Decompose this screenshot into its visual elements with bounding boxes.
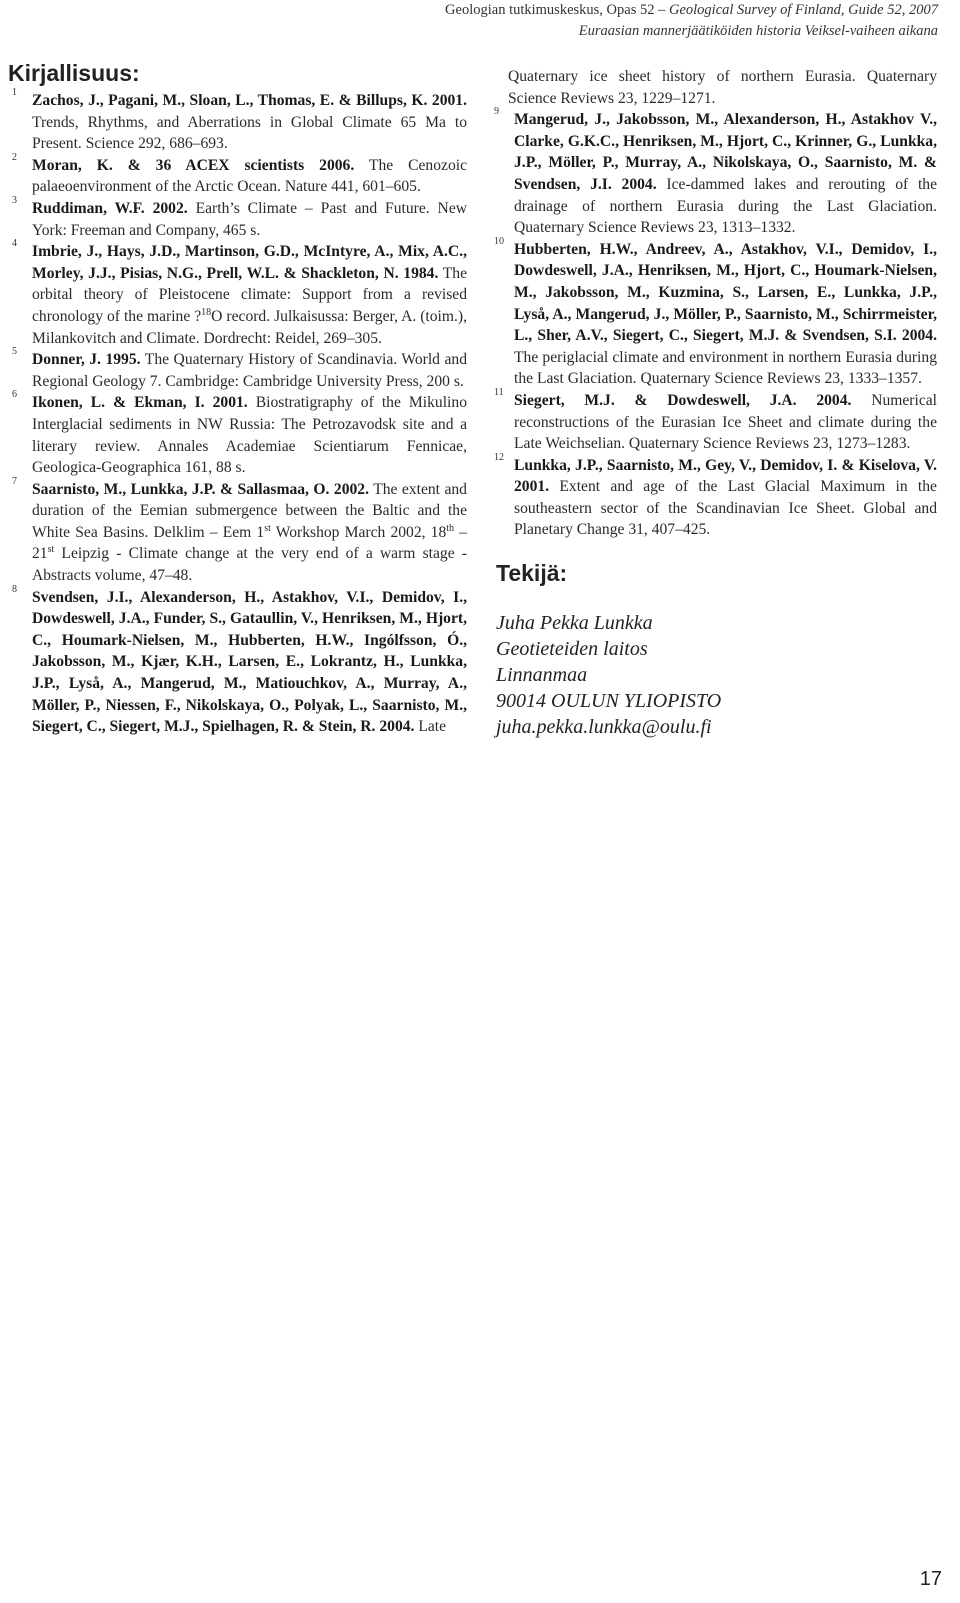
reference-10: 10 Hubberten, H.W., Andreev, A., Astakhov, V.I., Demidov, I., Dowdeswell, J.A., Henriksen, M., Hjort, C., Houmark-Nielsen, M., Jakobsson, M., Kuzmina, S., Larsen, E., Lunkka, J.P., Lyså, A., Mangerud, J., Möller, P., Saarnisto, M., Schirrmeister, L., Sher, A.V., Siegert, C., Siegert, M.J. & Svendsen, S.I. 2004. The periglacial climate and environment in northern Eurasia during the Last Glaciation. Quaternary Science Reviews 23, 1333–1357. [494, 235, 937, 388]
reference-8: 8 Svendsen, J.I., Alexanderson, H., Astakhov, V.I., Demidov, I., Dowdeswell, J.A., Funder, S., Gataullin, V., Henriksen, M., Hjort, C., Houmark-Nielsen, M., Hubberten, H.W., Ingólfsson, Ó., Jakobsson, M., Kjær, K.H., Larsen, E., Lokrantz, H., Lunkka, J.P., Lyså, A., Mangerud, M., Matiouchkov, A., Murray, A., Möller, P., Niessen, F., Nikolskaya, O., Polyak, L., Saarnisto, M., Siegert, C., Siegert, M.J., Spielhagen, R. & Stein, R. 2004. Late [12, 583, 467, 736]
reference-7: 7 Saarnisto, M., Lunkka, J.P. & Sallasmaa, O. 2002. The extent and duration of the Eemian submergence between the Baltic and the White Sea Basins. Delklim – Eem 1st Workshop March 2002, 18th – 21st Leipzig - Climate change at the very end of a warm stage - Abstracts volume, 47–48. [12, 475, 467, 585]
reference-11: 11 Siegert, M.J. & Dowdeswell, J.A. 2004. Numerical reconstructions of the Eurasian Ice Sheet and climate during the Late Weichselian. Quaternary Science Reviews 23, 1273–1283. [494, 386, 937, 453]
references-heading: Kirjallisuus: [8, 60, 140, 86]
reference-12: 12 Lunkka, J.P., Saarnisto, M., Gey, V., Demidov, I. & Kiselova, V. 2001. Extent and age of the Last Glacial Maximum in the southeastern sector of the Scandinavian Ice Sheet. Global and Planetary Change 31, 407–425. [494, 451, 937, 539]
reference-4: 4 Imbrie, J., Hays, J.D., Martinson, G.D., McIntyre, A., Mix, A.C., Morley, J.J., Pisias, N.G., Prell, W.L. & Shackleton, N. 1984. The orbital theory of Pleistocene climate: Support from a revised chronology of the marine ?$^{18}$O record. Julkaisussa: Berger, A. (toim.), Milankovitch and Climate. Dordrecht: Reidel, 269–305. [12, 238, 467, 347]
header-line-2: Euraasian mannerjäätiköiden historia Veiksel-vaiheen aikana [578, 23, 938, 39]
reference-8-continued: Quaternary ice sheet history of northern Eurasia. Quaternary Science Reviews 23, 1229–1271. [508, 68, 937, 107]
reference-9: 9 Mangerud, J., Jakobsson, M., Alexanderson, H., Astakhov V., Clarke, G.K.C., Henriksen, M., Hjort, C., Krinner, G., Lunkka, J.P., Möller, P., Murray, A., Nikolskaya, O., Saarnisto, M. & Svendsen, J.I. 2004. Ice-dammed lakes and rerouting of the drainage of northern Eurasia during the Last Glaciation. Quaternary Science Reviews 23, 1313–1332. [494, 106, 938, 237]
reference-5: 5 Donner, J. 1995. The Quaternary History of Scandinavia. World and Regional Geology 7. Cambridge: Cambridge University Press, 200 s. [12, 346, 468, 390]
reference-2: 2 Moran, K. & 36 ACEX scientists 2006. The Cenozoic palaeoenvironment of the Arctic Ocean. Nature 441, 601–605. [12, 151, 467, 196]
page-number: 17 [919, 1568, 942, 1590]
author-heading: Tekijä: [496, 560, 568, 586]
reference-6: 6 Ikonen, L. & Ekman, I. 2001. Biostratigraphy of the Mikulino Interglacial sediments in NW Russia: The Petrozavodsk site and a literary review. Annales Academiae Scientiarum Fennicae, Geologica-Geographica 161, 88 s. [12, 389, 467, 477]
author-name: Juha Pekka Lunkka [496, 612, 653, 634]
reference-3: 3 Ruddiman, W.F. 2002. Earth’s Climate – Past and Future. New York: Freeman and Company, 465 s. [12, 194, 467, 239]
author-department: Geotieteiden laitos [496, 638, 648, 660]
reference-1: 1 Zachos, J., Pagani, M., Sloan, L., Thomas, E. & Billups, K. 2001. Trends, Rhythms, and Aberrations in Global Climate 65 Ma to Present. Science 292, 686–693. [12, 87, 467, 153]
author-campus: Linnanmaa [496, 664, 588, 686]
references-left-column [12, 87, 468, 738]
author-block [496, 610, 721, 740]
references-right-column [494, 66, 937, 541]
author-email: juha.pekka.lunkka@oulu.fi [496, 716, 712, 738]
author-postal-address: 90014 OULUN YLIOPISTO [496, 690, 722, 712]
header-line-1: Geologian tutkimuskeskus, Opas 52 – Geological Survey of Finland, Guide 52, 2007 [445, 2, 938, 18]
running-header [445, 0, 938, 42]
